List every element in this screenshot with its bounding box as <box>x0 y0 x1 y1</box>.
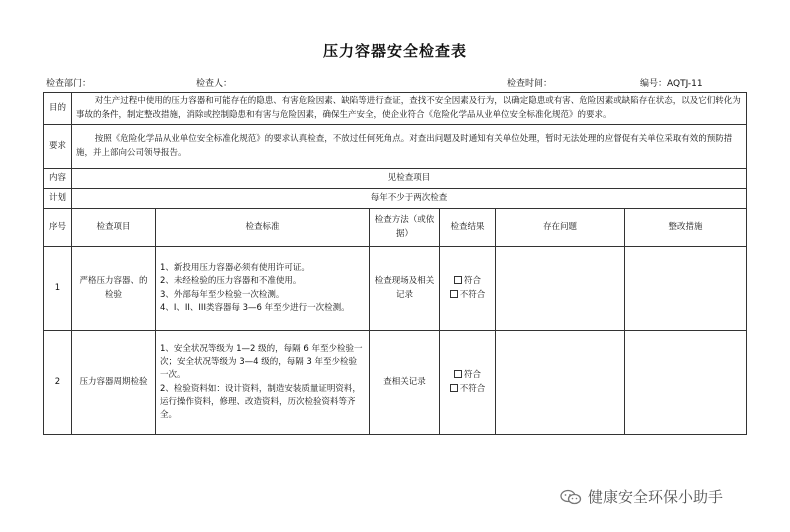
plan-label: 计划 <box>44 189 72 209</box>
meta-inspector: 检查人： <box>196 79 233 89</box>
meta-dept: 检查部门： <box>46 79 92 89</box>
header-row <box>44 209 747 247</box>
checkbox-icon[interactable] <box>454 276 462 284</box>
table-row <box>44 331 747 435</box>
item-fix[interactable] <box>625 247 747 331</box>
item-no: 1 <box>44 247 72 331</box>
checklist-table <box>43 92 747 435</box>
item-result <box>440 247 496 331</box>
plan-row <box>44 189 747 209</box>
standard-line: 2、检验资料如：设计资料，制造安装质量证明资料，运行操作资料，修理、改造资料，历次检验资料等齐全。 <box>160 383 361 420</box>
purpose-row <box>44 93 747 125</box>
item-issue[interactable] <box>496 331 625 435</box>
item-method: 查相关记录 <box>370 331 440 435</box>
item-issue[interactable] <box>496 247 625 331</box>
content-text: 见检查项目 <box>72 169 747 189</box>
item-name: 压力容器周期检验 <box>72 331 156 435</box>
checkbox-icon[interactable] <box>450 384 458 392</box>
header-no: 序号 <box>44 209 72 247</box>
standard-line: 3、外部每年至少检验一次检测。 <box>160 289 285 300</box>
result-option-fail[interactable]: 不符合 <box>444 383 491 396</box>
result-option-fail[interactable]: 不符合 <box>444 289 491 302</box>
item-standard <box>156 247 370 331</box>
meta-time: 检查时间： <box>507 79 553 89</box>
meta-code: 编号：AQTJ-11 <box>640 79 703 89</box>
table-row <box>44 247 747 331</box>
checkbox-icon[interactable] <box>454 370 462 378</box>
standard-line: 1、新投用压力容器必须有使用许可证。 <box>160 263 310 274</box>
item-method: 检查现场及相关记录 <box>370 247 440 331</box>
result-option-pass[interactable]: 符合 <box>444 369 491 382</box>
wechat-icon <box>560 489 582 505</box>
header-standard: 检查标准 <box>156 209 370 247</box>
requirement-label: 要求 <box>44 125 72 169</box>
watermark <box>560 486 723 507</box>
item-no: 2 <box>44 331 72 435</box>
item-fix[interactable] <box>625 331 747 435</box>
purpose-label: 目的 <box>44 93 72 125</box>
header-item: 检查项目 <box>72 209 156 247</box>
requirement-text: 按照《危险化学品从业单位安全标准化规范》的要求认真检查，不放过任何死角点。对查出问题及时通知有关单位处理，暂时无法处理的应督促有关单位采取有效的预防措施，并上部向公司领导报告。 <box>72 125 747 169</box>
header-method: 检查方法（或依据） <box>370 209 440 247</box>
header-result: 检查结果 <box>440 209 496 247</box>
watermark-text: 健康安全环保小助手 <box>588 488 724 506</box>
item-name: 严格压力容器、的检验 <box>72 247 156 331</box>
requirement-row <box>44 125 747 169</box>
header-issue: 存在问题 <box>496 209 625 247</box>
header-fix: 整改措施 <box>625 209 747 247</box>
checkbox-icon[interactable] <box>450 290 458 298</box>
content-label: 内容 <box>44 169 72 189</box>
item-standard <box>156 331 370 435</box>
item-result <box>440 331 496 435</box>
content-row <box>44 169 747 189</box>
purpose-text: 对生产过程中使用的压力容器和可能存在的隐患、有害危险因素、缺陷等进行查证，查找不安全因素及行为，以确定隐患或有害、危险因素或缺陷存在状态，以及它们转化为事故的条件，制定整改措施，消除或控制隐患和有害与危险因素，确保生产安全，使企业符合《危险化学品从业单位安全标准化规范》的要求。 <box>72 93 747 125</box>
result-option-pass[interactable]: 符合 <box>444 275 491 288</box>
plan-text: 每年不少于两次检查 <box>72 189 747 209</box>
standard-line: 4、I、II、III类容器每 3—6 年至少进行一次检测。 <box>160 302 350 313</box>
standard-line: 1、安全状况等级为 1—2 级的，每隔 6 年至少检验一次；安全状况等级为 3—4 级的，每隔 3 年至少检验一次。 <box>160 343 363 381</box>
standard-line: 2、未经检验的压力容器和不准使用。 <box>160 276 302 287</box>
page-title: 压力容器安全检查表 <box>322 42 467 60</box>
